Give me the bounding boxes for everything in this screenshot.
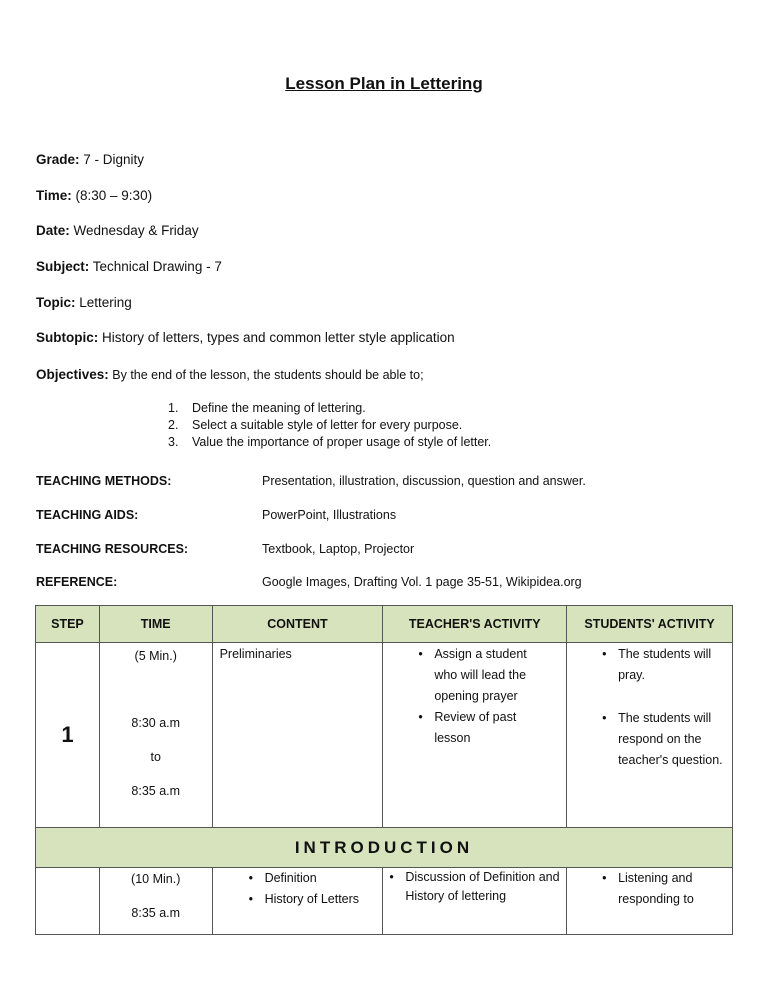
date-field xyxy=(36,223,199,238)
section-heading: INTRODUCTION xyxy=(36,828,733,868)
teaching-methods-value: Presentation, illustration, discussion, question and answer. xyxy=(262,474,586,488)
teacher-activity-cell xyxy=(383,643,567,828)
teacher-activity-list xyxy=(383,868,566,906)
teaching-aids-label: TEACHING AIDS: xyxy=(36,508,139,522)
topic-value: Lettering xyxy=(75,295,132,310)
grade-label: Grade: xyxy=(36,152,80,167)
list-item: • Review of past lesson xyxy=(412,707,546,749)
students-activity-cell xyxy=(567,643,733,828)
teaching-resources-label: TEACHING RESOURCES: xyxy=(36,542,189,556)
topic-field xyxy=(36,295,132,310)
objective-text: Select a suitable style of letter for every purpose. xyxy=(192,418,463,432)
teaching-resources-value: Textbook, Laptop, Projector xyxy=(262,542,415,556)
end-time: 8:35 a.m xyxy=(131,784,181,798)
subtopic-value: History of letters, types and common letter style application xyxy=(98,330,455,345)
objectives-list xyxy=(168,400,491,451)
content-list xyxy=(213,868,383,910)
list-item: • Listening and responding to xyxy=(596,868,712,910)
teacher-activity-list xyxy=(383,643,566,749)
time-cell xyxy=(99,643,212,828)
list-item: • History of Letters xyxy=(243,889,381,910)
list-item: • Discussion of Definition and History of lettering xyxy=(383,868,560,906)
time-label: Time: xyxy=(36,188,72,203)
date-value: Wednesday & Friday xyxy=(69,223,199,238)
subtopic-label: Subtopic: xyxy=(36,330,99,345)
objective-item xyxy=(168,417,491,434)
objectives-label: Objectives: xyxy=(36,367,109,382)
list-item: • Assign a student who will lead the opening prayer xyxy=(412,644,546,707)
date-label: Date: xyxy=(36,223,70,238)
students-activity-cell xyxy=(567,868,733,935)
step-number: 1 xyxy=(36,643,100,828)
duration: (10 Min.) xyxy=(131,872,181,886)
objective-item xyxy=(168,434,491,451)
lesson-table xyxy=(35,605,733,935)
reference-value: Google Images, Drafting Vol. 1 page 35-51, Wikipidea.org xyxy=(262,575,582,589)
header-teacher-activity: TEACHER'S ACTIVITY xyxy=(383,606,567,643)
page-title: Lesson Plan in Lettering xyxy=(285,74,483,93)
subject-field xyxy=(36,259,222,274)
grade-field xyxy=(36,152,144,167)
objectives-field xyxy=(36,367,424,382)
subject-label: Subject: xyxy=(36,259,90,274)
objective-number: 1. xyxy=(168,401,179,415)
table-header-row xyxy=(36,606,733,643)
topic-label: Topic: xyxy=(36,295,76,310)
time-to: to xyxy=(150,750,161,764)
duration: (5 Min.) xyxy=(134,649,177,663)
subject-value: Technical Drawing - 7 xyxy=(89,259,222,274)
teaching-methods-label: TEACHING METHODS: xyxy=(36,474,172,488)
reference-label: REFERENCE: xyxy=(36,575,118,589)
header-content: CONTENT xyxy=(212,606,383,643)
grade-value: 7 - Dignity xyxy=(79,152,145,167)
list-item: • The students will respond on the teacher's question. xyxy=(596,708,728,771)
students-activity-list xyxy=(567,643,732,771)
content-text: Preliminaries xyxy=(219,647,292,661)
objectives-value: By the end of the lesson, the students should be able to; xyxy=(108,368,424,382)
time-field xyxy=(36,188,152,203)
subtopic-field xyxy=(36,330,455,345)
list-item: • The students will pray. xyxy=(596,644,728,686)
step-cell xyxy=(36,868,100,935)
header-students-activity: STUDENTS' ACTIVITY xyxy=(567,606,733,643)
table-row xyxy=(36,643,733,828)
objective-number: 2. xyxy=(168,418,179,432)
table-row xyxy=(36,868,733,935)
list-item: • Definition xyxy=(243,868,381,889)
time-value: (8:30 – 9:30) xyxy=(71,188,153,203)
header-step: STEP xyxy=(36,606,100,643)
objective-item xyxy=(168,400,491,417)
objective-text: Value the importance of proper usage of style of letter. xyxy=(192,435,492,449)
header-time: TIME xyxy=(99,606,212,643)
teacher-activity-cell xyxy=(383,868,567,935)
content-cell xyxy=(212,643,383,828)
start-time: 8:30 a.m xyxy=(131,716,181,730)
section-row xyxy=(36,828,733,868)
objective-text: Define the meaning of lettering. xyxy=(192,401,366,415)
start-time: 8:35 a.m xyxy=(131,906,181,920)
teaching-aids-value: PowerPoint, Illustrations xyxy=(262,508,397,522)
content-cell xyxy=(212,868,383,935)
time-cell xyxy=(99,868,212,935)
objective-number: 3. xyxy=(168,435,179,449)
students-activity-list xyxy=(567,868,732,910)
